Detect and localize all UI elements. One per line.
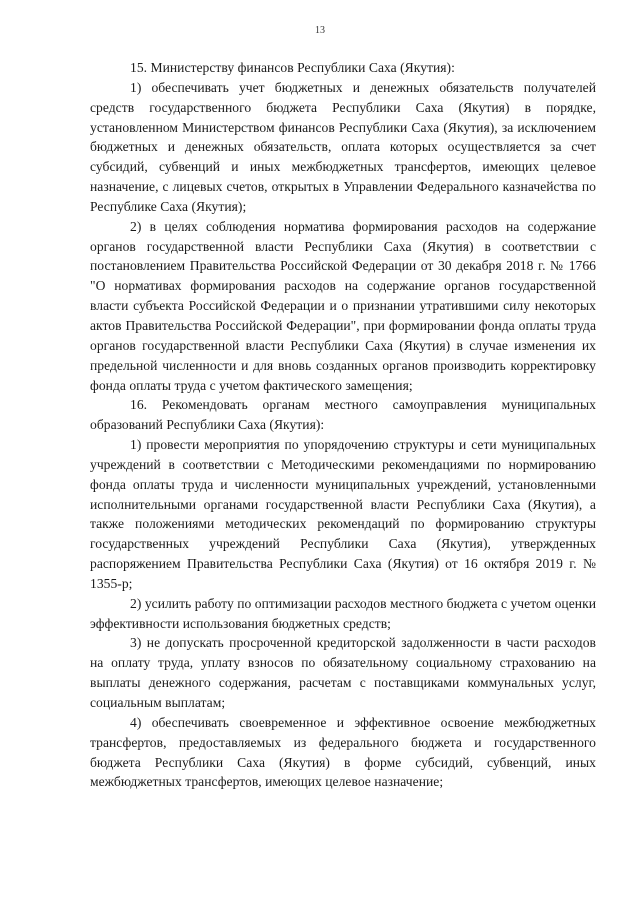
- paragraph-item-15: 15. Министерству финансов Республики Саха (Якутия):: [130, 60, 455, 75]
- page-number: 13: [315, 25, 325, 36]
- paragraph-subitem-16-4: 4) обеспечивать своевременное и эффективное освоение межбюджетных трансфертов, предоставляемых из федерального бюджета и государственного бюджета Республики Саха (Якутия) в форме субсидий, субвенций, иных межбюджетных трансфертов, имеющих целевое назначение;: [90, 714, 596, 790]
- document-body: [90, 58, 596, 792]
- paragraph-subitem-16-2: 2) усилить работу по оптимизации расходов местного бюджета с учетом оценки эффективности использования бюджетных средств;: [90, 595, 596, 631]
- paragraph-subitem-16-3: 3) не допускать просроченной кредиторской задолженности в части расходов на оплату труда, уплату взносов по обязательному социальному страхованию на выплаты денежного содержания, расчетам с поставщиками коммунальных услуг, социальным выплатам;: [90, 635, 596, 710]
- paragraph-subitem-15-1: 1) обеспечивать учет бюджетных и денежных обязательств получателей средств государственного бюджета Республики Саха (Якутия) в порядке, установленном Министерством финансов Республики Саха (Якутия), за исключением бюджетных и денежных обязательств, оплата которых осуществляется за счет субсидий, субвенций и иных межбюджетных трансфертов, имеющих целевое назначение, с лицевых счетов, открытых в Управлении Федерального казначейства по Республике Саха (Якутия);: [90, 79, 596, 214]
- paragraph-subitem-15-2: 2) в целях соблюдения норматива формирования расходов на содержание органов государственной власти Республики Саха (Якутия) в соответствии с постановлением Правительства Российской Федерации от 30 декабря 2018 г. № 1766 "О нормативах формирования расходов на содержание органов государственной власти субъекта Российской Федерации и о признании утратившими силу некоторых актов Правительства Российской Федерации", при формировании фонда оплаты труда органов государственной власти Республики Саха (Якутия) в случае изменения их предельной численности и для вновь созданных органов производить корректировку фонда оплаты труда с учетом фактического замещения;: [90, 218, 596, 393]
- paragraph-subitem-16-1: 1) провести мероприятия по упорядочению структуры и сети муниципальных учреждений в соответствии с Методическими рекомендациями по нормированию фонда оплаты труда и численности муниципальных учреждений, установленными исполнительными органами государственной власти Республики Саха (Якутия), а также положениями методических рекомендаций по формированию структуры государственных учреждений Республики Саха (Якутия), утвержденных распоряжением Правительства Республики Саха (Якутия) от 16 октября 2019 г. № 1355-р;: [90, 437, 596, 591]
- paragraph-item-16: 16. Рекомендовать органам местного самоуправления муниципальных образований Республики Саха (Якутия):: [90, 397, 596, 433]
